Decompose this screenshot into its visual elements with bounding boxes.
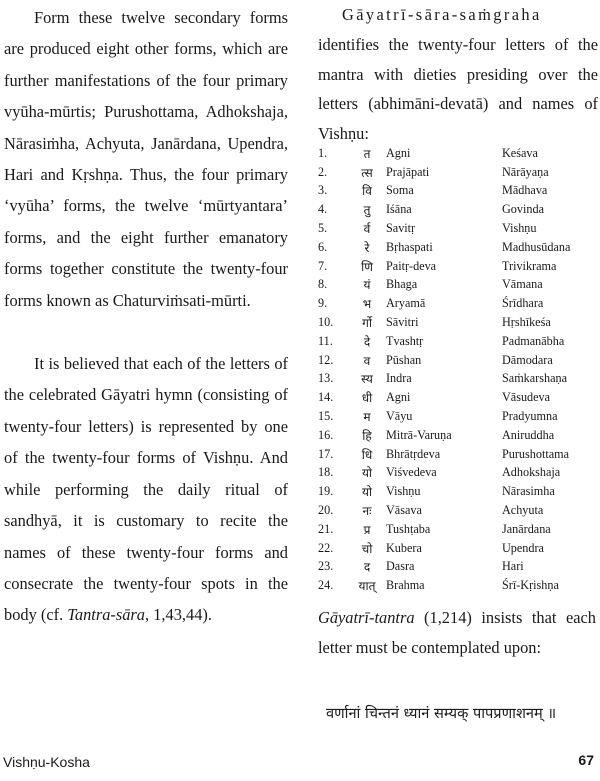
vishnu-name: Śrīdhara	[502, 296, 544, 311]
devanagari-letter: त	[363, 146, 371, 161]
deity-name: Agni	[386, 145, 411, 160]
vishnu-name: Vāmana	[502, 277, 543, 292]
row-number: 9.	[318, 296, 328, 311]
vishnu-name: Hari	[502, 559, 524, 574]
row-number: 17.	[318, 446, 334, 461]
table-row	[318, 388, 588, 407]
deity-name: Agni	[386, 390, 411, 405]
paragraph-gayatri	[4, 348, 288, 631]
page-number: 67	[578, 752, 594, 768]
paragraph-gayatri-text-a: It is believed that each of the letters of the celebrated Gāyatri hymn (consisting of twenty-four letters) is represented by one of the twenty-four forms of Vishṇu. And while performing the daily ritual of sandhyā, it is customary to recite the names of these twenty-four forms and consecrate the twenty-four spots in the body (cf.	[4, 354, 288, 625]
deity-name: Tushṭaba	[386, 521, 431, 536]
letters-table	[318, 144, 588, 595]
devanagari-letter: स्य	[361, 372, 373, 387]
row-number: 14.	[318, 390, 334, 405]
deity-name: Viśvedeva	[386, 465, 437, 480]
row-number: 10.	[318, 315, 334, 330]
table-row	[318, 182, 588, 201]
vishnu-name: Upendra	[502, 540, 544, 555]
table-row	[318, 464, 588, 483]
table-row	[318, 276, 588, 295]
row-number: 20.	[318, 503, 334, 518]
vishnu-name: Saṁkarshaṇa	[502, 371, 567, 386]
devanagari-letter: यो	[361, 466, 373, 481]
right-column	[318, 0, 598, 149]
row-number: 8.	[318, 277, 328, 292]
deity-name: Bṛhaspati	[386, 239, 433, 254]
deity-name: Tvashtṛ	[386, 333, 424, 348]
table-row	[318, 482, 588, 501]
row-number: 22.	[318, 540, 334, 555]
deity-name: Prajāpati	[386, 164, 430, 179]
vishnu-name: Keśava	[502, 145, 538, 160]
devanagari-letter: र्गो	[362, 316, 372, 331]
deity-name: Iśāna	[386, 202, 412, 217]
vishnu-name: Mādhava	[502, 183, 548, 198]
table-row	[318, 576, 588, 595]
row-number: 3.	[318, 183, 328, 198]
devanagari-letter: रे	[364, 240, 370, 255]
row-number: 6.	[318, 239, 328, 254]
table-row	[318, 200, 588, 219]
vishnu-name: Padmanābha	[502, 333, 565, 348]
devanagari-letter: यात्	[358, 579, 376, 594]
devanagari-letter: णि	[361, 259, 373, 274]
table-row	[318, 313, 588, 332]
table-row	[318, 351, 588, 370]
devanagari-letter: तु	[363, 203, 371, 218]
deity-name: Mitrā-Varuṇa	[386, 427, 452, 442]
row-number: 12.	[318, 352, 334, 367]
devanagari-letter: त्स	[361, 165, 373, 180]
deity-name: Brahma	[386, 578, 425, 593]
table-row	[318, 144, 588, 163]
vishnu-name: Govinda	[502, 202, 544, 217]
table-row	[318, 332, 588, 351]
table-row	[318, 407, 588, 426]
deity-name: Soma	[386, 183, 414, 198]
vishnu-name: Achyuta	[502, 503, 544, 518]
gayatri-tantra-text: (1,214) insists that each letter must be contemplated upon:	[318, 608, 596, 657]
gayatri-intro	[318, 0, 598, 149]
paragraph-forms: Form these twelve secondary forms are produced eight other forms, which are further manifestations of the four primary vyūha-mūrtis; Purushottama, Adhokshaja, Nārasiṁha, Achyuta, Janārdana, Upendra, Hari and Kṛshṇa. Thus, the four primary ‘vyūha’ forms, the twelve ‘mūrtyantara’ forms, and the eight further emanatory forms together constitute the twenty-four forms known as Chaturviṁsati-mūrti.	[4, 8, 288, 310]
table-row	[318, 445, 588, 464]
deity-name: Indra	[386, 371, 412, 386]
left-column	[4, 2, 288, 631]
devanagari-letter: भ	[362, 297, 372, 312]
gayatri-tantra-title: Gāyatrī-tantra	[318, 608, 415, 627]
deity-name: Vāsava	[386, 503, 422, 518]
table-row	[318, 558, 588, 577]
devanagari-letter: व	[363, 353, 371, 368]
vishnu-name: Dāmodara	[502, 352, 553, 367]
row-number: 7.	[318, 258, 328, 273]
deity-name: Sāvitri	[386, 315, 419, 330]
devanagari-letter: दे	[363, 334, 371, 349]
table-row	[318, 238, 588, 257]
vishnu-name: Pradyumna	[502, 409, 558, 424]
row-number: 1.	[318, 145, 328, 160]
gayatri-tantra-paragraph	[318, 603, 596, 663]
row-number: 18.	[318, 465, 334, 480]
vishnu-name: Vishṇu	[502, 221, 537, 236]
devanagari-letter: नः	[362, 504, 372, 519]
deity-name: Bhrātṛdeva	[386, 446, 441, 461]
row-number: 15.	[318, 409, 334, 424]
devanagari-letter: द	[363, 560, 371, 575]
deity-name: Vāyu	[386, 409, 413, 424]
table-row	[318, 257, 588, 276]
table-row	[318, 520, 588, 539]
deity-name: Pūshan	[386, 352, 422, 367]
table-row	[318, 539, 588, 558]
devanagari-letter: यं	[363, 278, 371, 293]
table-row	[318, 426, 588, 445]
deity-name: Paitṛ-deva	[386, 258, 437, 273]
deity-name: Kubera	[386, 540, 422, 555]
row-number: 5.	[318, 221, 328, 236]
row-number: 11.	[318, 333, 333, 348]
devanagari-letter: म	[363, 410, 371, 425]
devanagari-letter: धी	[361, 391, 373, 406]
devanagari-letter: र्व	[363, 222, 371, 237]
table-row	[318, 294, 588, 313]
devanagari-letter: यो	[361, 485, 373, 500]
row-number: 23.	[318, 559, 334, 574]
row-number: 19.	[318, 484, 334, 499]
deity-name: Bhaga	[386, 277, 418, 292]
vishnu-name: Śrī-Kṛishṇa	[502, 578, 559, 593]
vishnu-name: Janārdana	[502, 521, 551, 536]
book-title: Vishṇu-Kosha	[3, 754, 90, 770]
devanagari-letter: हि	[362, 428, 372, 443]
tantra-sara-reference: Tantra-sāra	[67, 605, 146, 625]
deity-name: Vishṇu	[386, 484, 421, 499]
vishnu-name: Hṛshīkeśa	[502, 315, 551, 330]
row-number: 24.	[318, 578, 334, 593]
vishnu-name: Madhusūdana	[502, 239, 571, 254]
table-row	[318, 501, 588, 520]
row-number: 16.	[318, 427, 334, 442]
gayatri-sara-title: Gāyatrī-sāra-saṁgraha	[342, 5, 542, 24]
deity-name: Savitṛ	[386, 221, 416, 236]
vishnu-name: Vāsudeva	[502, 390, 551, 405]
deity-name: Aryamā	[386, 296, 426, 311]
vishnu-name: Nārāyaṇa	[502, 164, 549, 179]
row-number: 13.	[318, 371, 334, 386]
devanagari-letter: चो	[361, 541, 373, 556]
devanagari-letter: वि	[362, 184, 372, 199]
deity-name: Dasra	[386, 559, 415, 574]
table-row	[318, 163, 588, 182]
devanagari-letter: धि	[361, 447, 373, 462]
vishnu-name: Aniruddha	[502, 427, 555, 442]
gayatri-intro-text: identifies the twenty-four letters of the mantra with dieties presiding over the letters (abhimāni-devatā) and names of Vishṇu:	[318, 34, 598, 144]
row-number: 4.	[318, 202, 328, 217]
vishnu-name: Nārasimha	[502, 484, 555, 499]
table-row	[318, 370, 588, 389]
devanagari-letter: प्र	[363, 522, 371, 537]
vishnu-name: Trivikrama	[502, 258, 557, 273]
vishnu-name: Adhokshaja	[502, 465, 561, 480]
row-number: 2.	[318, 164, 328, 179]
sanskrit-verse: वर्णानां चिन्तनं ध्यानं सम्यक् पापप्रणाशनम् ॥	[326, 705, 557, 722]
row-number: 21.	[318, 521, 334, 536]
vishnu-name: Purushottama	[502, 446, 570, 461]
paragraph-gayatri-text-b: , 1,43,44).	[145, 605, 212, 625]
table-row	[318, 219, 588, 238]
